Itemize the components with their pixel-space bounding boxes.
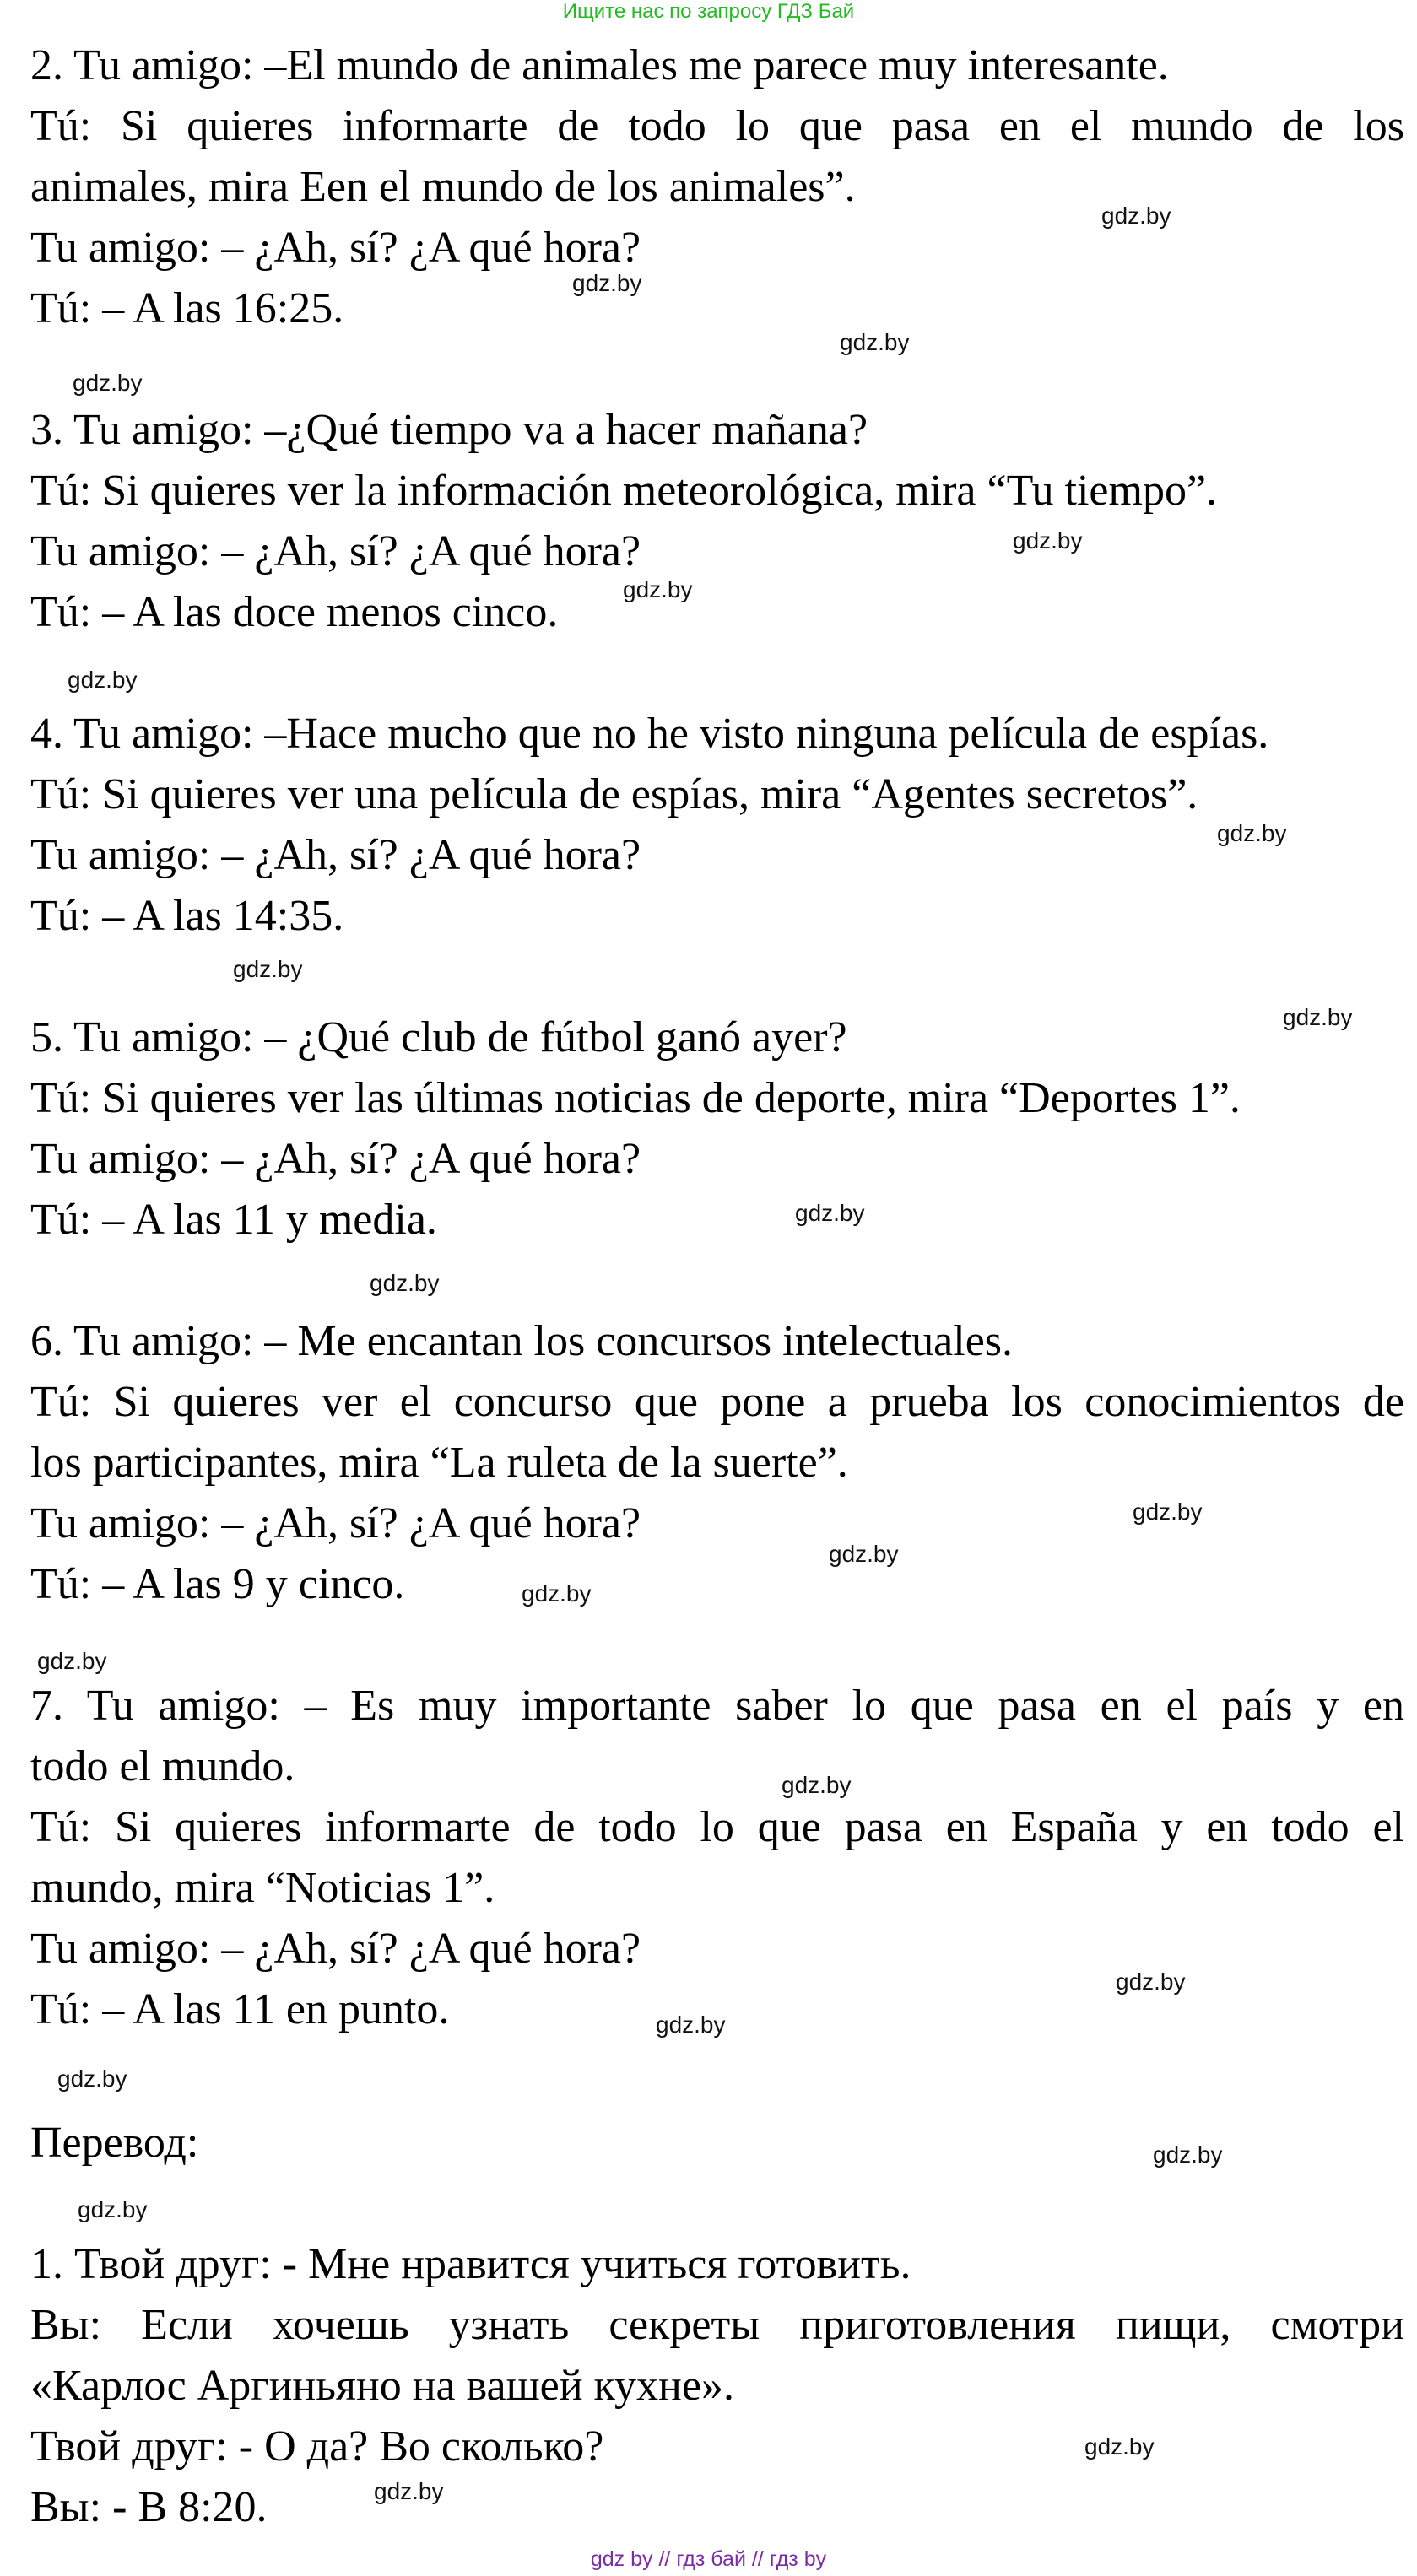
watermark-label: gdz.by xyxy=(374,2478,444,2504)
text-line: Tu amigo: – ¿Ah, sí? ¿A qué hora? xyxy=(30,1135,641,1183)
text-line: Tú: Si quieres ver la información meteorológica, mira “Tu tiempo”. xyxy=(30,467,1218,515)
watermark-label: gdz.by xyxy=(1084,2433,1155,2460)
watermark-label: gdz.by xyxy=(57,2066,127,2092)
watermark-label: gdz.by xyxy=(1116,1968,1186,1995)
text-line: Вы: Если хочешь узнать секреты приготовления пищи, смотри xyxy=(30,2301,1404,2349)
watermark-label: gdz.by xyxy=(782,1772,852,1798)
text-line: 2. Tu amigo: –El mundo de animales me parece muy interesante. xyxy=(30,41,1169,89)
watermark-label: gdz.by xyxy=(1283,1004,1353,1030)
watermark-label: gdz.by xyxy=(795,1200,865,1226)
watermark-label: gdz.by xyxy=(522,1580,592,1607)
text-line: Tú: Si quieres ver las últimas noticias de deporte, mira “Deportes 1”. xyxy=(30,1074,1241,1122)
watermark-label: gdz.by xyxy=(1153,2141,1223,2168)
text-line: Tú: Si quieres informarte de todo lo que pasa en España y en todo el xyxy=(30,1803,1404,1851)
text-line: Tu amigo: – ¿Ah, sí? ¿A qué hora? xyxy=(30,224,641,272)
text-line: animales, mira Een el mundo de los animales”. xyxy=(30,163,856,211)
text-line: Tú: – A las 9 y cinco. xyxy=(30,1560,405,1608)
text-line: mundo, mira “Noticias 1”. xyxy=(30,1864,495,1912)
text-line: 5. Tu amigo: – ¿Qué club de fútbol ganó ayer? xyxy=(30,1013,847,1061)
watermark-label: gdz.by xyxy=(1013,527,1083,554)
watermark-label: gdz.by xyxy=(37,1648,107,1674)
watermark-label: gdz.by xyxy=(68,667,138,693)
text-line: Tú: – A las doce menos cinco. xyxy=(30,588,559,636)
watermark-label: gdz.by xyxy=(1101,203,1171,229)
text-line: Tú: Si quieres ver una película de espías, mira “Agentes secretos”. xyxy=(30,770,1198,818)
watermark-label: gdz.by xyxy=(840,329,910,355)
text-line: Tú: – A las 16:25. xyxy=(30,284,344,332)
text-line: Твой друг: - О да? Во сколько? xyxy=(30,2422,604,2471)
watermark-label: gdz.by xyxy=(370,1270,440,1296)
text-line: Tú: – A las 14:35. xyxy=(30,892,344,940)
text-line: 1. Твой друг: - Мне нравится учиться готовить. xyxy=(30,2240,911,2288)
text-line: Вы: - В 8:20. xyxy=(30,2483,268,2531)
text-line: 3. Tu amigo: –¿Qué tiempo va a hacer mañana? xyxy=(30,406,868,454)
text-line: 6. Tu amigo: – Me encantan los concursos intelectuales. xyxy=(30,1317,1014,1365)
watermark-label: gdz.by xyxy=(73,370,143,396)
watermark-label: gdz.by xyxy=(78,2196,148,2222)
site-footer: gdz by // гдз бай // гдз by xyxy=(590,2547,827,2571)
watermark-label: gdz.by xyxy=(829,1541,899,1567)
text-line: los participantes, mira “La ruleta de la suerte”. xyxy=(30,1439,848,1487)
text-line: Tú: – A las 11 en punto. xyxy=(30,1985,450,2033)
watermark-label: gdz.by xyxy=(656,2012,726,2038)
watermark-label: gdz.by xyxy=(233,956,303,982)
text-line: Tú: – A las 11 y media. xyxy=(30,1196,437,1244)
text-line: Tu amigo: – ¿Ah, sí? ¿A qué hora? xyxy=(30,831,641,879)
text-line: Tu amigo: – ¿Ah, sí? ¿A qué hora? xyxy=(30,527,641,575)
text-line: todo el mundo. xyxy=(30,1742,295,1790)
watermark-label: gdz.by xyxy=(623,576,693,602)
text-line: Tú: Si quieres informarte de todo lo que pasa en el mundo de los xyxy=(30,102,1404,150)
search-hint-header: Ищите нас по запросу ГДЗ Бай xyxy=(562,0,855,23)
text-line: «Карлос Аргиньяно на вашей кухне». xyxy=(30,2362,734,2410)
watermark-label: gdz.by xyxy=(1133,1499,1203,1525)
text-line: Tú: Si quieres ver el concurso que pone a prueba los conocimientos de xyxy=(30,1378,1404,1426)
text-line: Tu amigo: – ¿Ah, sí? ¿A qué hora? xyxy=(30,1925,641,1973)
text-line: 7. Tu amigo: – Es muy importante saber lo que pasa en el país y en xyxy=(30,1682,1404,1730)
watermark-label: gdz.by xyxy=(572,270,642,296)
watermark-label: gdz.by xyxy=(1217,820,1287,846)
text-line: 4. Tu amigo: –Hace mucho que no he visto ninguna película de espías. xyxy=(30,710,1269,758)
translation-heading: Перевод: xyxy=(30,2119,199,2167)
text-line: Tu amigo: – ¿Ah, sí? ¿A qué hora? xyxy=(30,1499,641,1547)
